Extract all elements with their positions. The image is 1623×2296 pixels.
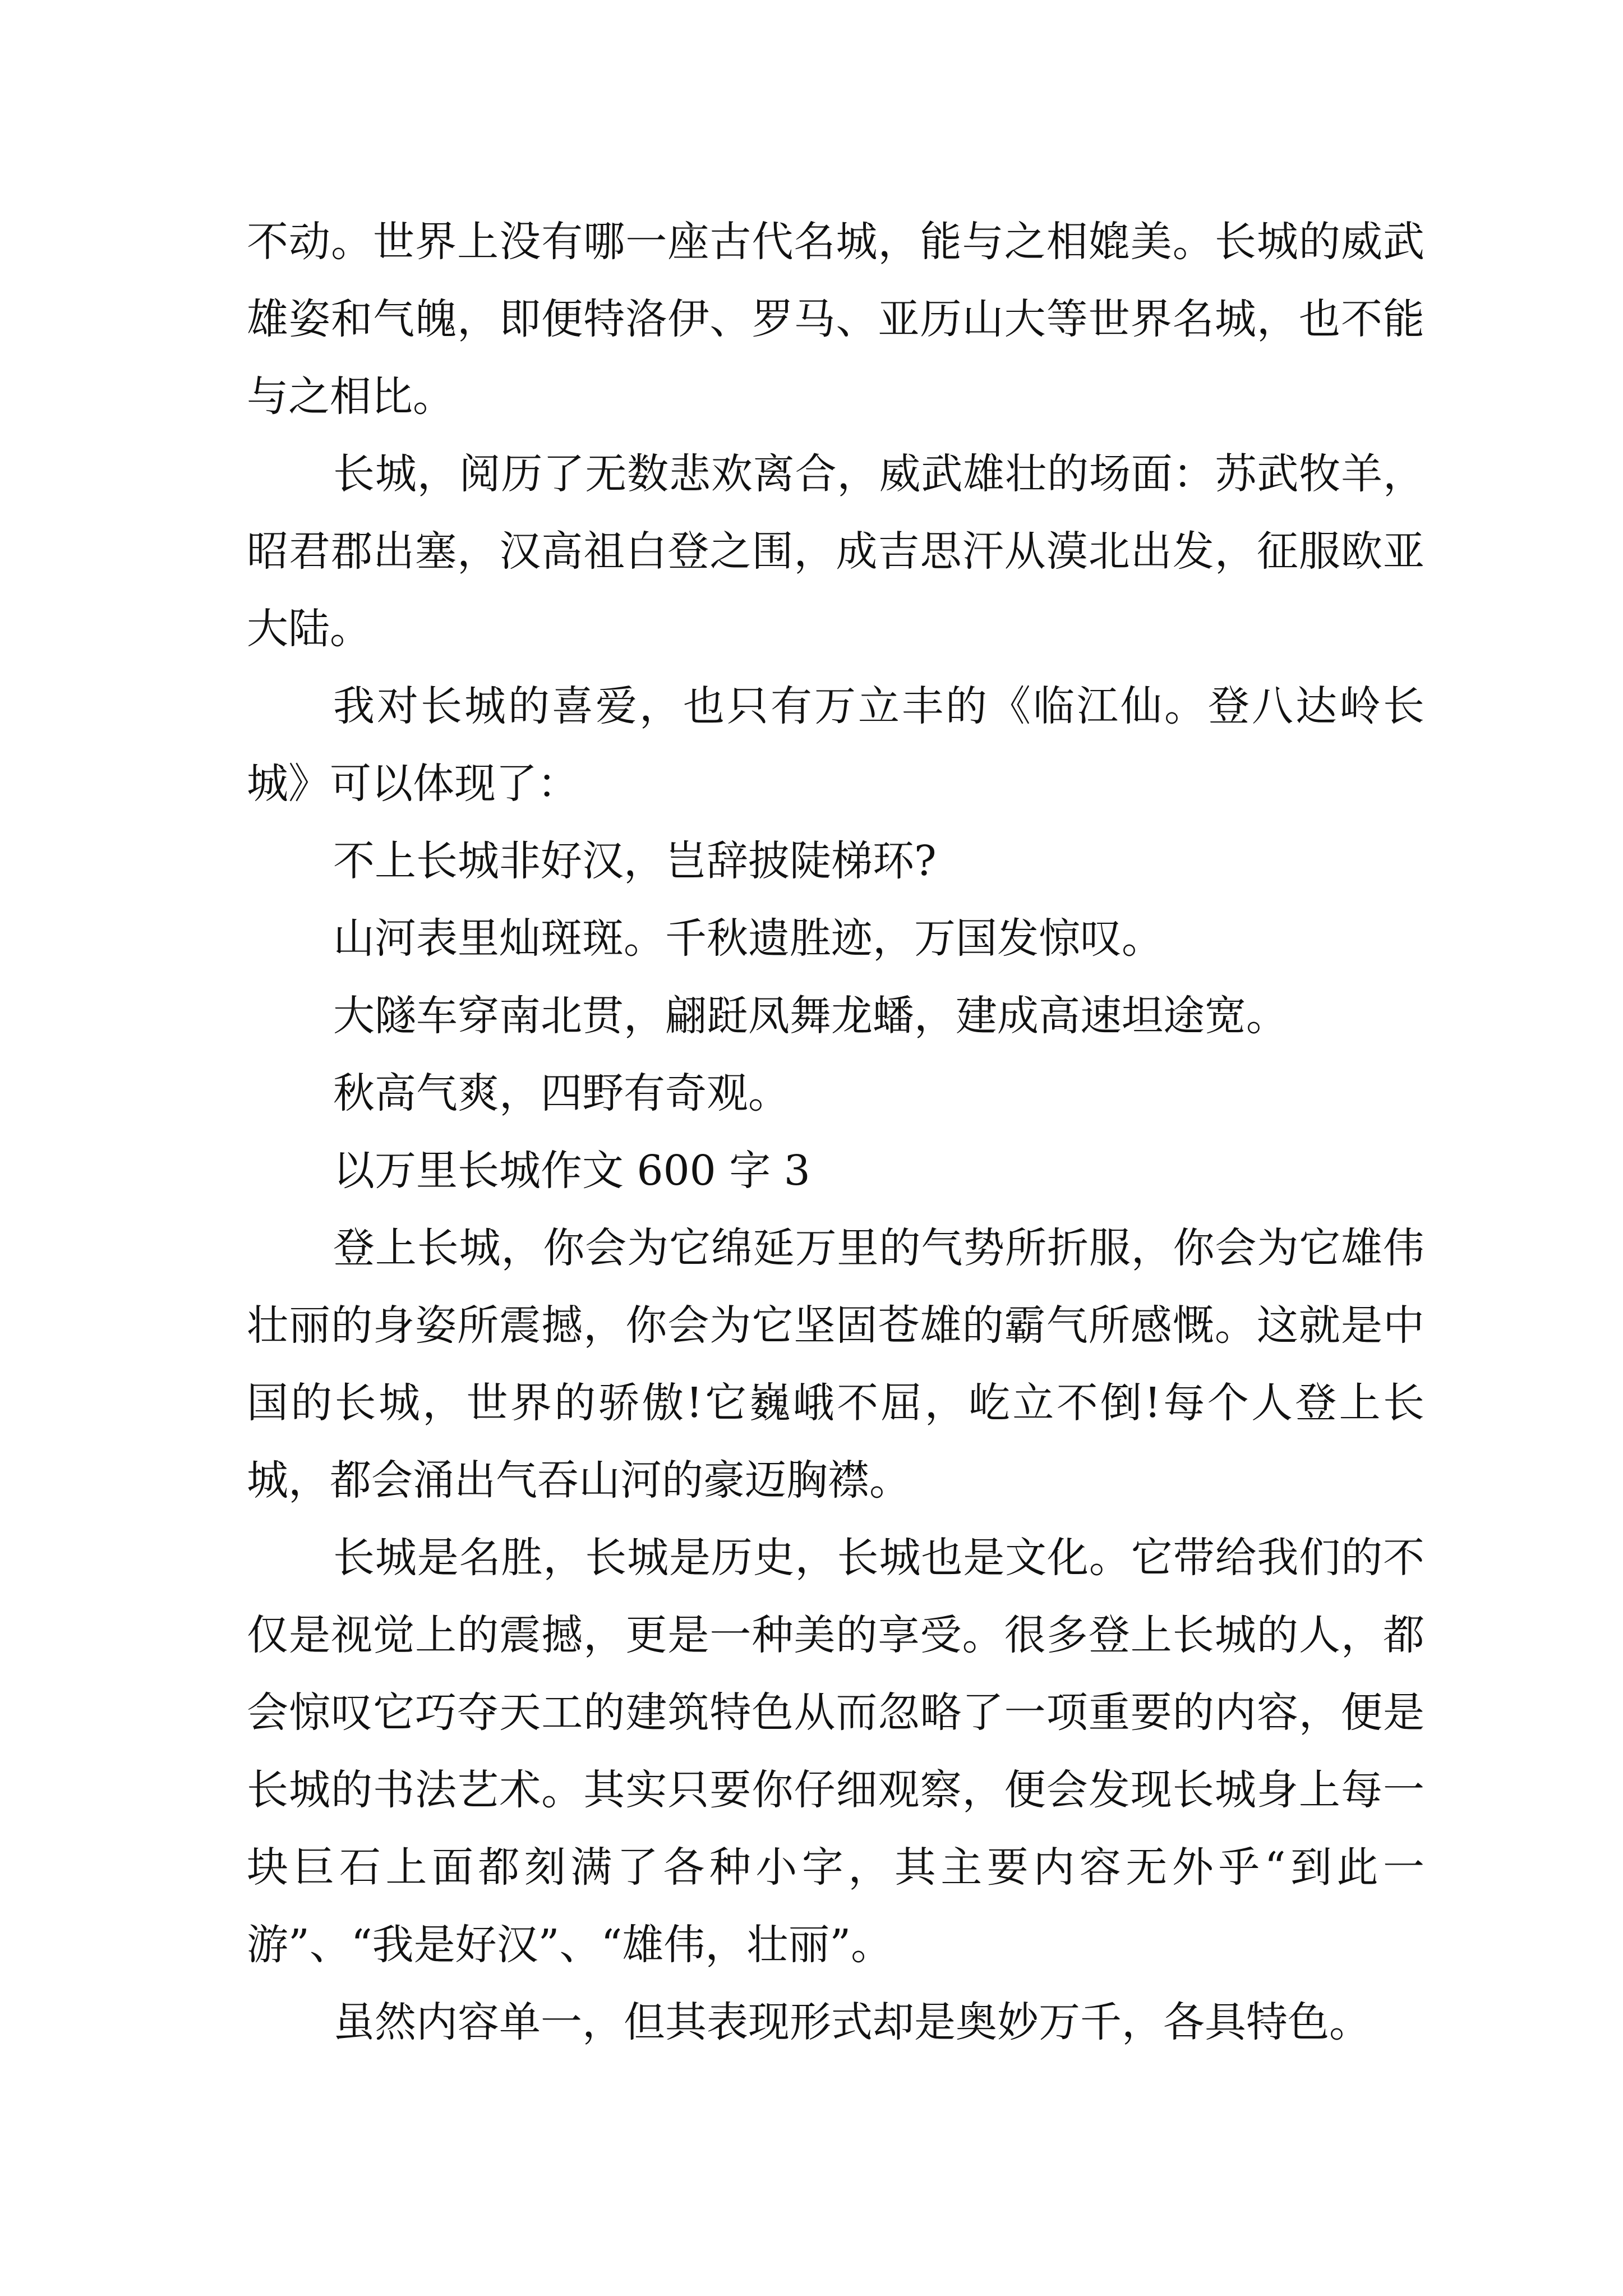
poem-line: 不上长城非好汉，岂辞披陡梯环? (333, 837, 937, 885)
paragraph: 长城是名胜，长城是历史，长城也是文化。它带给我们的不仅是视觉上的震撼，更是一种美的享受。很多登上长城的人，都会惊叹它巧夺天工的建筑特色从而忽略了一项重要的内容，便是长城的书法艺术。其实只要你仔细观察，便会发现长城身上每一块巨石上面都刻满了各种小字，其主要内容无外乎“到此一游”、“我是好汉”、“雄伟，壮丽”。 (247, 1534, 1424, 1969)
paragraph: 长城，阅历了无数悲欢离合，威武雄壮的场面：苏武牧羊，昭君郡出塞，汉高祖白登之围，成吉思汗从漠北出发，征服欧亚大陆。 (247, 450, 1424, 653)
document-body (247, 203, 1424, 2061)
poem-line: 山河表里灿斑斑。千秋遗胜迹，万国发惊叹。 (333, 914, 1163, 963)
poem-line: 大隧车穿南北贯，翩跹凤舞龙蟠，建成高速坦途宽。 (333, 992, 1288, 1040)
poem-line: 秋高气爽，四野有奇观。 (333, 1069, 790, 1117)
paragraph-continued: 不动。世界上没有哪一座古代名城，能与之相媲美。长城的威武雄姿和气魄，即便特洛伊、罗马、亚历山大等世界名城，也不能与之相比。 (247, 218, 1424, 421)
paragraph: 我对长城的喜爱，也只有万立丰的《临江仙。登八达岭长城》可以体现了： (247, 682, 1424, 808)
section-heading: 以万里长城作文 600 字 3 (333, 1147, 810, 1195)
paragraph: 虽然内容单一，但其表现形式却是奥妙万千，各具特色。 (333, 1998, 1371, 2046)
paragraph: 登上长城，你会为它绵延万里的气势所折服，你会为它雄伟壮丽的身姿所震撼，你会为它坚固苍雄的霸气所感慨。这就是中国的长城，世界的骄傲!它巍峨不屈，屹立不倒!每个人登上长城，都会涌出气吞山河的豪迈胸襟。 (247, 1224, 1424, 1504)
